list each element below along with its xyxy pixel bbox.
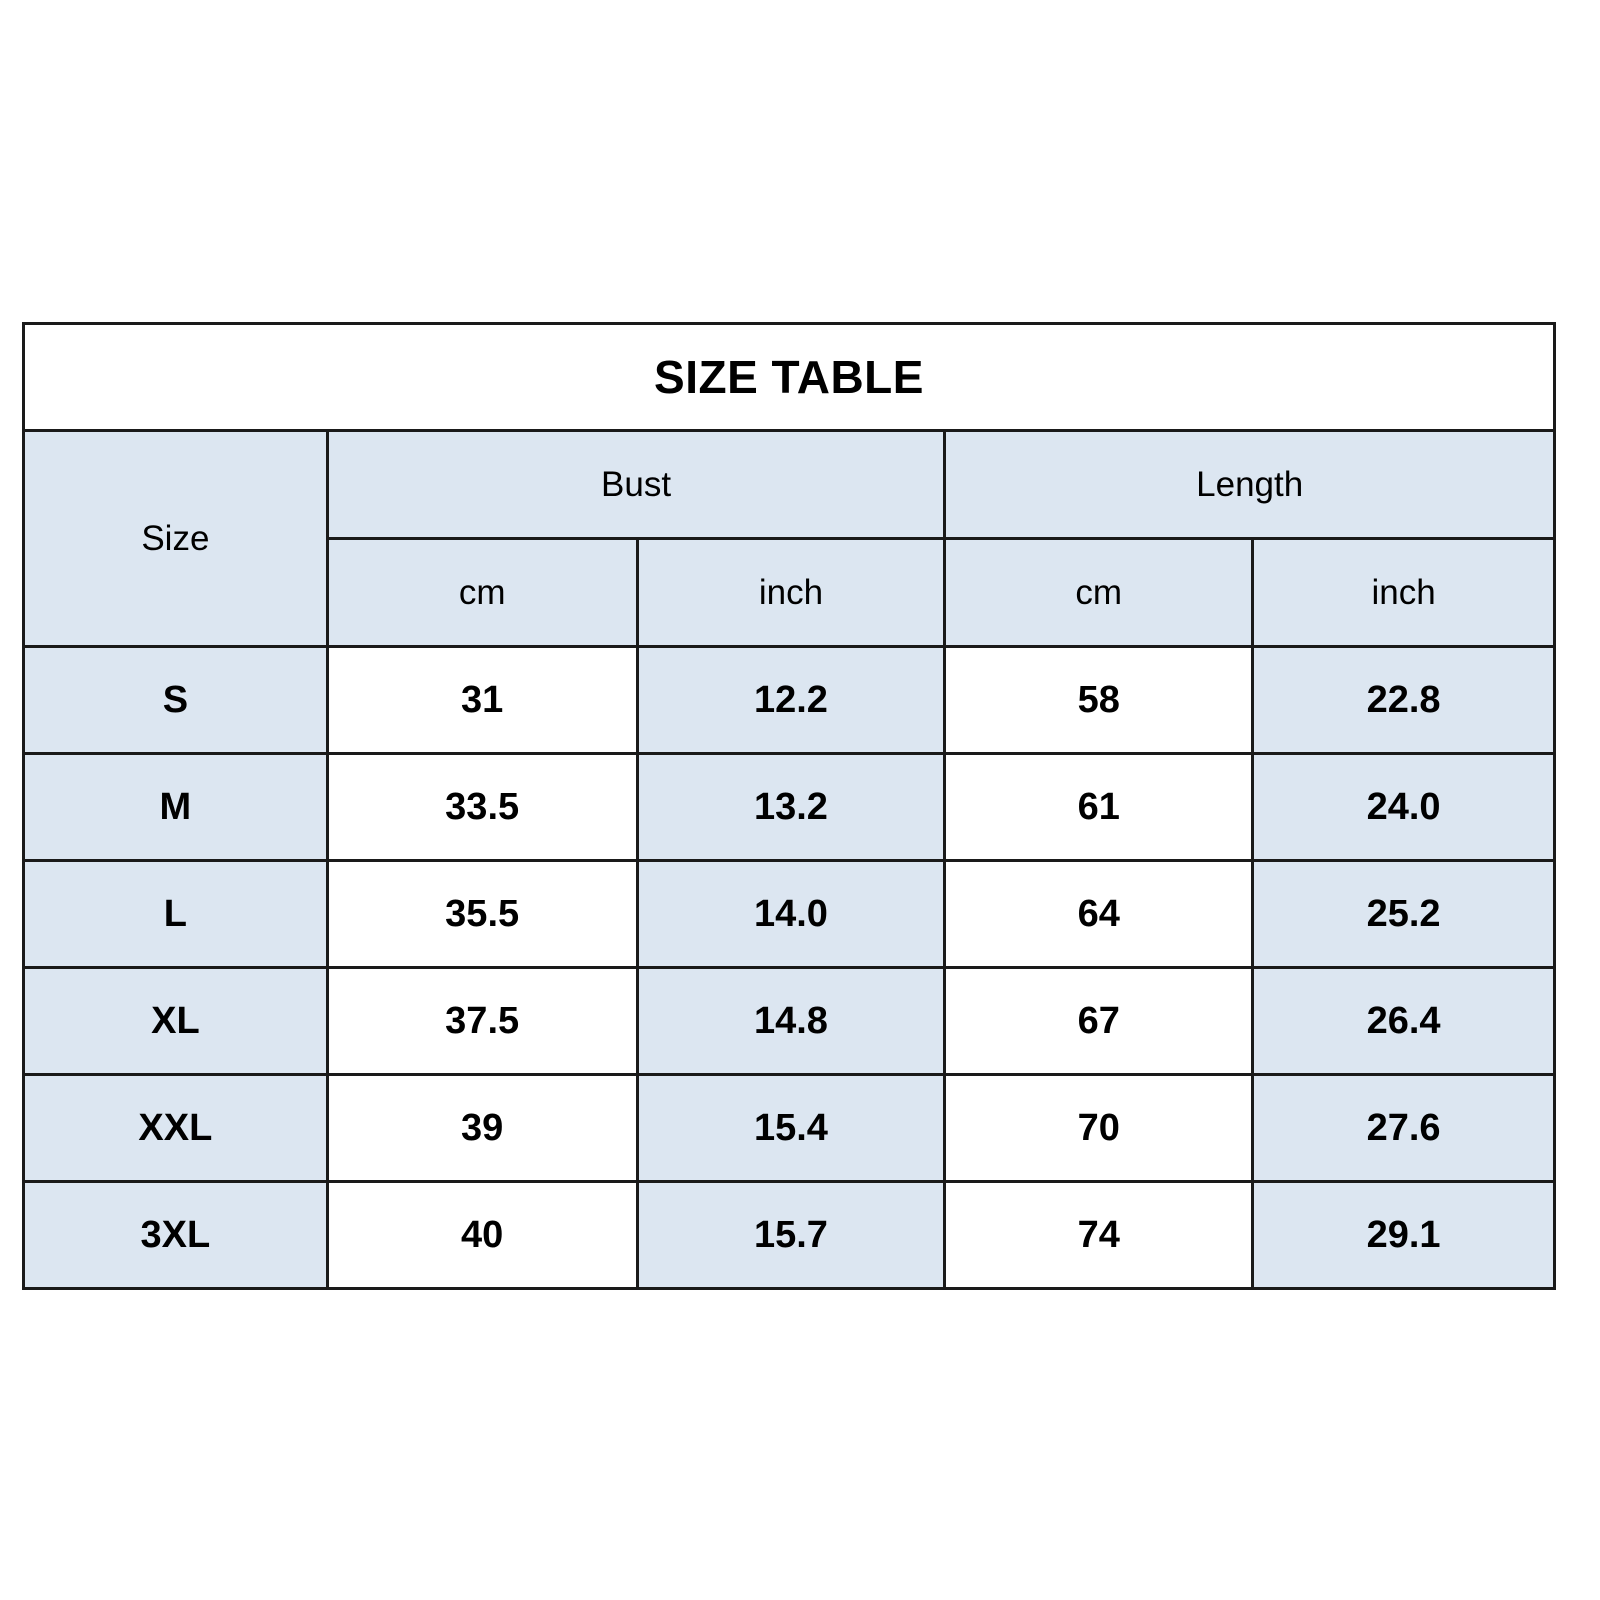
cell-bust-inch: 14.8 <box>637 968 945 1075</box>
cell-bust-cm: 40 <box>327 1182 637 1289</box>
table-row <box>24 754 1555 861</box>
cell-size: M <box>24 754 328 861</box>
cell-size: L <box>24 861 328 968</box>
column-header-size: Size <box>24 431 328 647</box>
cell-bust-inch: 13.2 <box>637 754 945 861</box>
cell-bust-cm: 35.5 <box>327 861 637 968</box>
cell-bust-inch: 12.2 <box>637 647 945 754</box>
cell-size: XXL <box>24 1075 328 1182</box>
cell-bust-inch: 15.7 <box>637 1182 945 1289</box>
table-row <box>24 647 1555 754</box>
cell-length-inch: 22.8 <box>1253 647 1555 754</box>
table-row <box>24 1075 1555 1182</box>
cell-length-cm: 74 <box>945 1182 1253 1289</box>
cell-length-cm: 70 <box>945 1075 1253 1182</box>
column-group-bust: Bust <box>327 431 945 539</box>
cell-bust-cm: 31 <box>327 647 637 754</box>
column-header-length-inch: inch <box>1253 539 1555 647</box>
cell-length-inch: 24.0 <box>1253 754 1555 861</box>
table-title-row <box>24 324 1555 431</box>
cell-length-inch: 25.2 <box>1253 861 1555 968</box>
cell-bust-cm: 37.5 <box>327 968 637 1075</box>
cell-length-inch: 29.1 <box>1253 1182 1555 1289</box>
table-row <box>24 861 1555 968</box>
cell-size: XL <box>24 968 328 1075</box>
column-header-length-cm: cm <box>945 539 1253 647</box>
table-row <box>24 968 1555 1075</box>
cell-bust-cm: 39 <box>327 1075 637 1182</box>
cell-length-cm: 67 <box>945 968 1253 1075</box>
size-table <box>22 322 1556 1290</box>
size-table-sheet <box>22 322 1556 1290</box>
cell-bust-inch: 14.0 <box>637 861 945 968</box>
cell-bust-cm: 33.5 <box>327 754 637 861</box>
cell-length-cm: 58 <box>945 647 1253 754</box>
table-header-group-row <box>24 431 1555 539</box>
cell-length-cm: 61 <box>945 754 1253 861</box>
cell-size: 3XL <box>24 1182 328 1289</box>
cell-bust-inch: 15.4 <box>637 1075 945 1182</box>
cell-length-inch: 27.6 <box>1253 1075 1555 1182</box>
table-row <box>24 1182 1555 1289</box>
column-header-bust-cm: cm <box>327 539 637 647</box>
cell-size: S <box>24 647 328 754</box>
page-title: SIZE TABLE <box>24 324 1555 431</box>
cell-length-cm: 64 <box>945 861 1253 968</box>
column-group-length: Length <box>945 431 1555 539</box>
column-header-bust-inch: inch <box>637 539 945 647</box>
cell-length-inch: 26.4 <box>1253 968 1555 1075</box>
